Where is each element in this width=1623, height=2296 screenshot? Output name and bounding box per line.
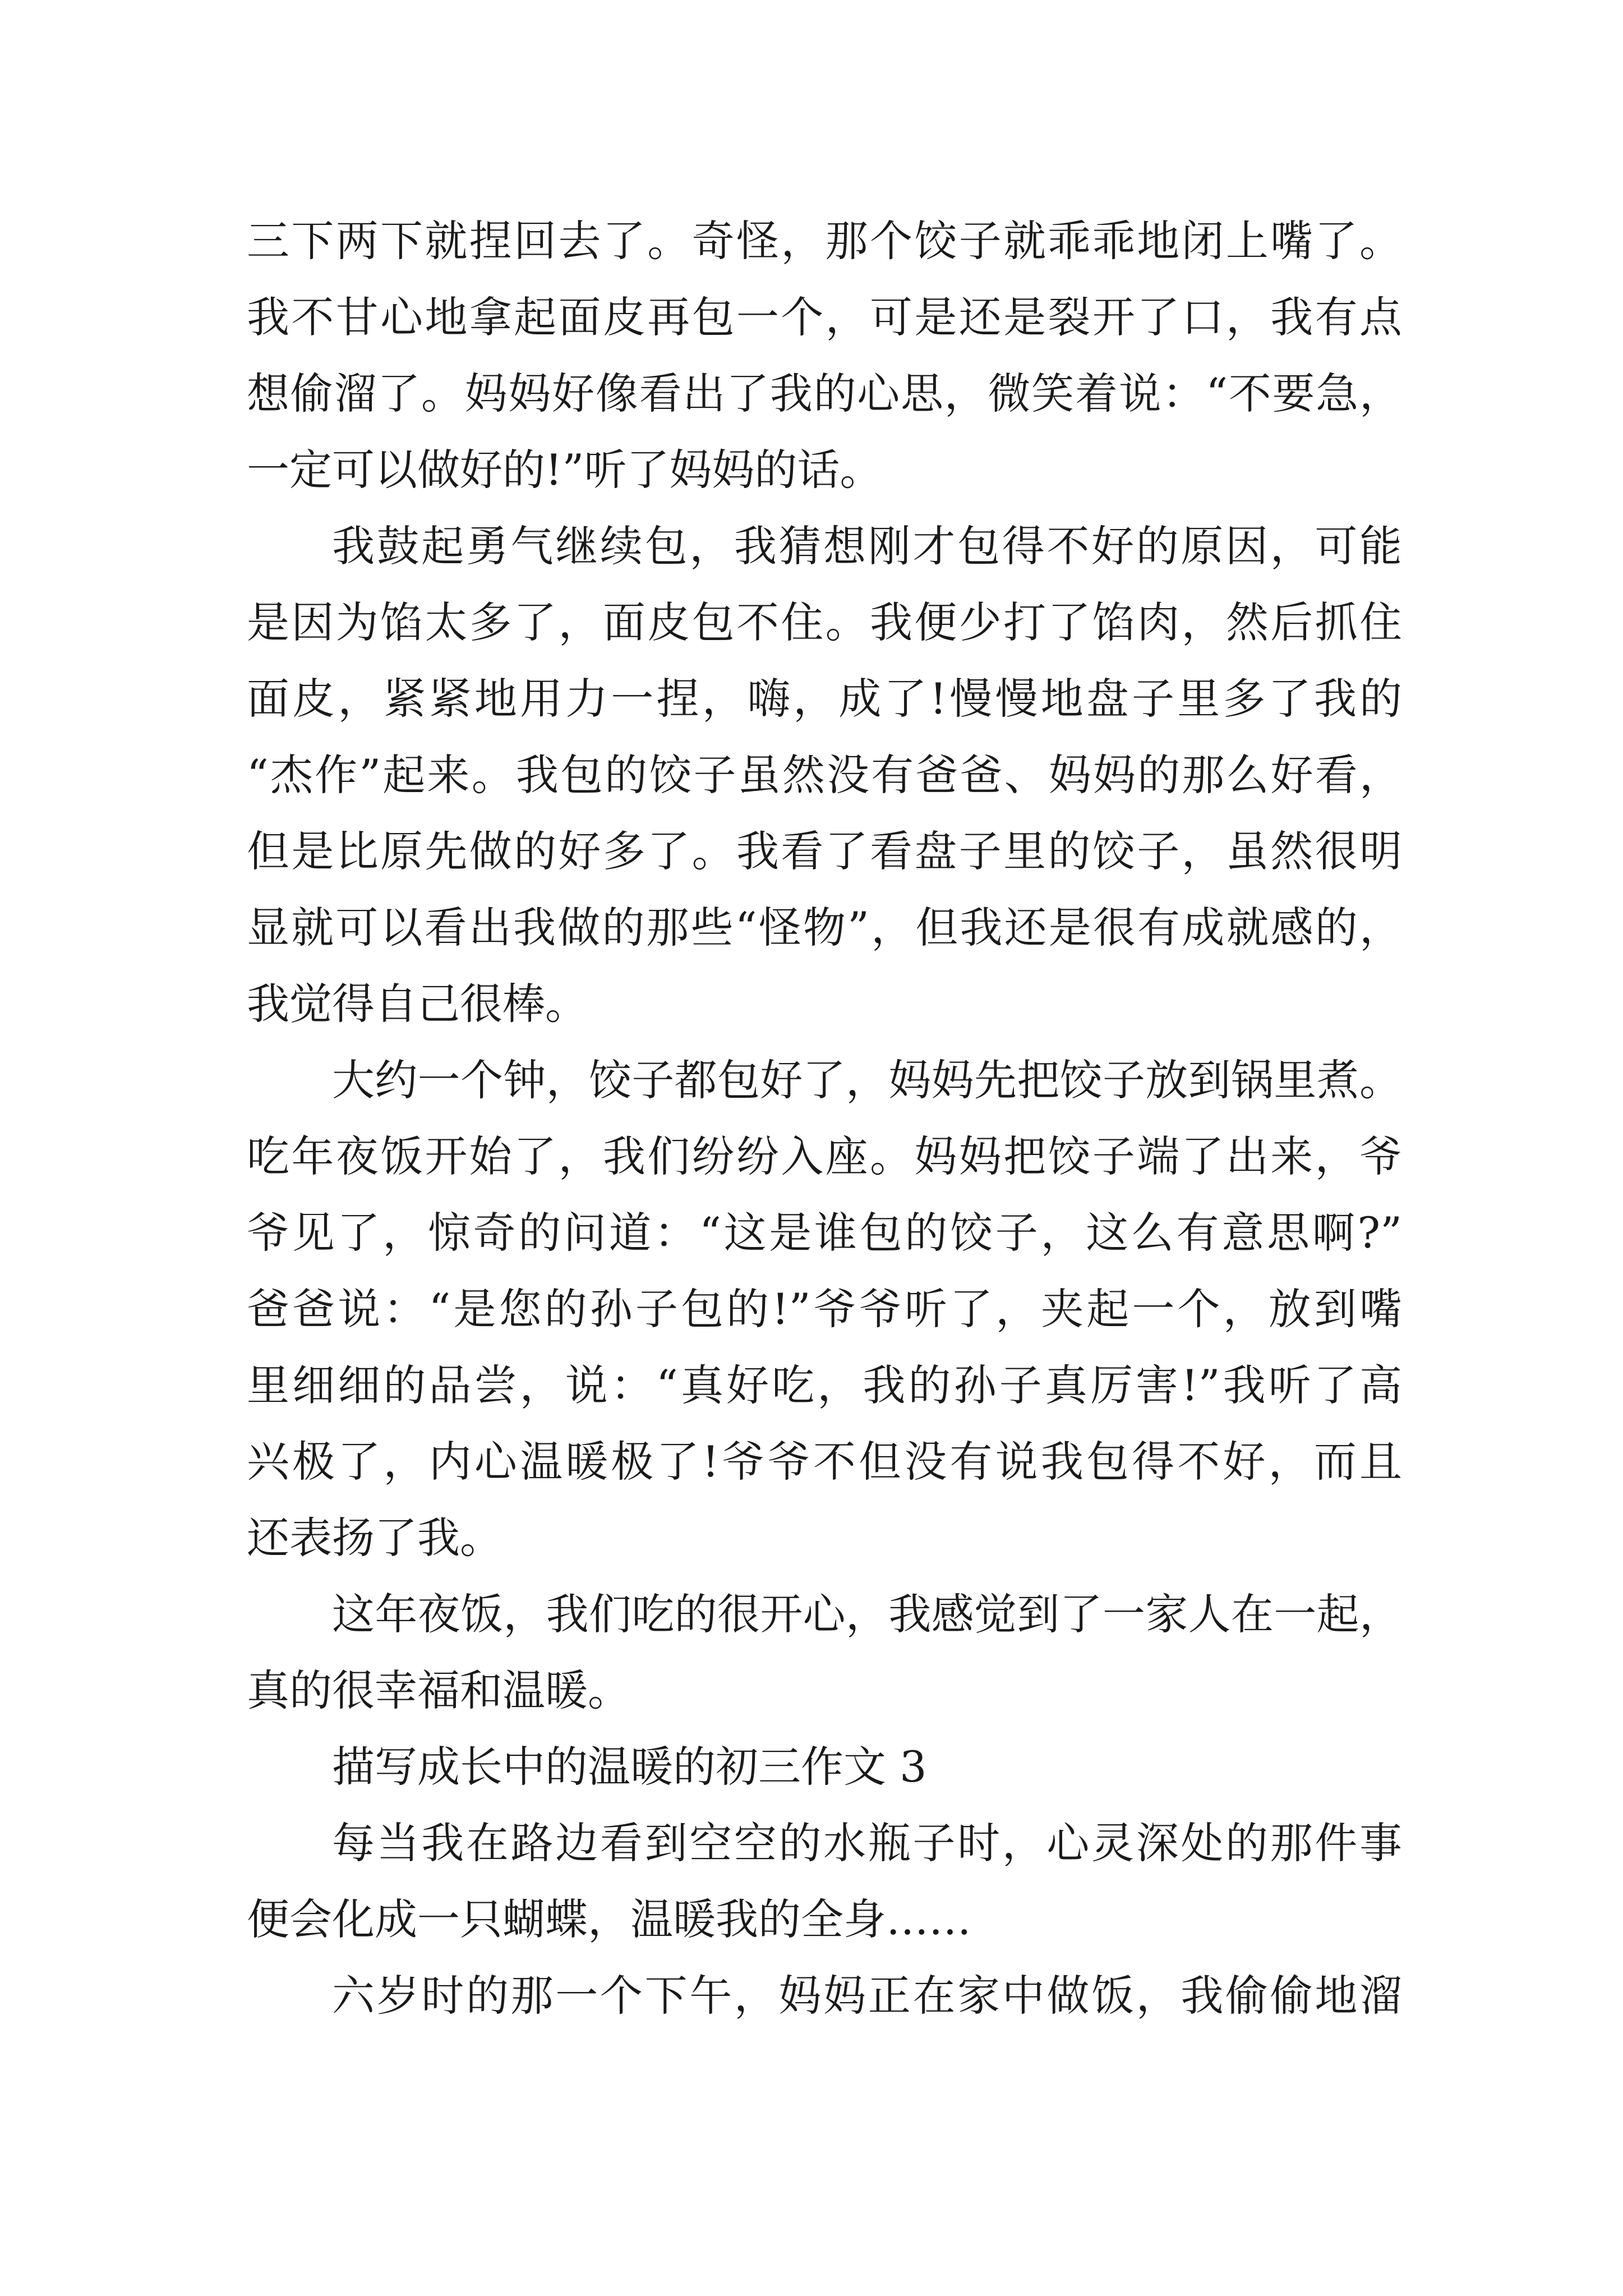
text-line: “杰作”起来。我包的饺子虽然没有爸爸、妈妈的那么好看， bbox=[247, 750, 1402, 800]
text-line: 兴极了，内心温暖极了!爷爷不但没有说我包得不好，而且 bbox=[247, 1437, 1402, 1487]
text-line: 三下两下就捏回去了。奇怪，那个饺子就乖乖地闭上嘴了。 bbox=[247, 216, 1402, 266]
text-line: 一定可以做好的!”听了妈妈的话。 bbox=[247, 445, 883, 495]
text-line: 想偷溜了。妈妈好像看出了我的心思，微笑着说：“不要急， bbox=[247, 369, 1402, 418]
text-line: 显就可以看出我做的那些“怪物”，但我还是很有成就感的， bbox=[247, 903, 1402, 953]
text-line: 面皮，紧紧地用力一捏，嗨，成了!慢慢地盘子里多了我的 bbox=[247, 674, 1402, 724]
text-line: 爸爸说：“是您的孙子包的!”爷爷听了，夹起一个，放到嘴 bbox=[247, 1284, 1402, 1334]
essay-body bbox=[247, 203, 1402, 2034]
text-line: 便会化成一只蝴蝶，温暖我的全身…… bbox=[247, 1894, 971, 1944]
paragraph-first-line: 这年夜饭，我们吃的很开心，我感觉到了一家人在一起， bbox=[332, 1589, 1402, 1639]
paragraph-first-line: 六岁时的那一个下午，妈妈正在家中做饭，我偷偷地溜 bbox=[332, 1971, 1402, 2021]
text-line: 我觉得自己很棒。 bbox=[247, 979, 588, 1029]
text-line: 但是比原先做的好多了。我看了看盘子里的饺子，虽然很明 bbox=[247, 826, 1402, 876]
paragraph-first-line: 我鼓起勇气继续包，我猜想刚才包得不好的原因，可能 bbox=[332, 521, 1402, 571]
paragraph-first-line: 大约一个钟，饺子都包好了，妈妈先把饺子放到锅里煮。 bbox=[332, 1055, 1402, 1105]
section-heading: 描写成长中的温暖的初三作文 3 bbox=[332, 1742, 927, 1792]
text-line: 我不甘心地拿起面皮再包一个，可是还是裂开了口，我有点 bbox=[247, 292, 1402, 342]
paragraph-first-line: 每当我在路边看到空空的水瓶子时，心灵深处的那件事 bbox=[332, 1818, 1402, 1868]
text-line: 爷见了，惊奇的问道：“这是谁包的饺子，这么有意思啊?” bbox=[247, 1208, 1402, 1258]
text-line: 还表扬了我。 bbox=[247, 1513, 502, 1563]
text-line: 是因为馅太多了，面皮包不住。我便少打了馅肉，然后抓住 bbox=[247, 597, 1402, 647]
text-line: 真的很幸福和温暖。 bbox=[247, 1665, 630, 1715]
text-line: 里细细的品尝，说：“真好吃，我的孙子真厉害!”我听了高 bbox=[247, 1360, 1402, 1410]
text-line: 吃年夜饭开始了，我们纷纷入座。妈妈把饺子端了出来，爷 bbox=[247, 1131, 1402, 1181]
